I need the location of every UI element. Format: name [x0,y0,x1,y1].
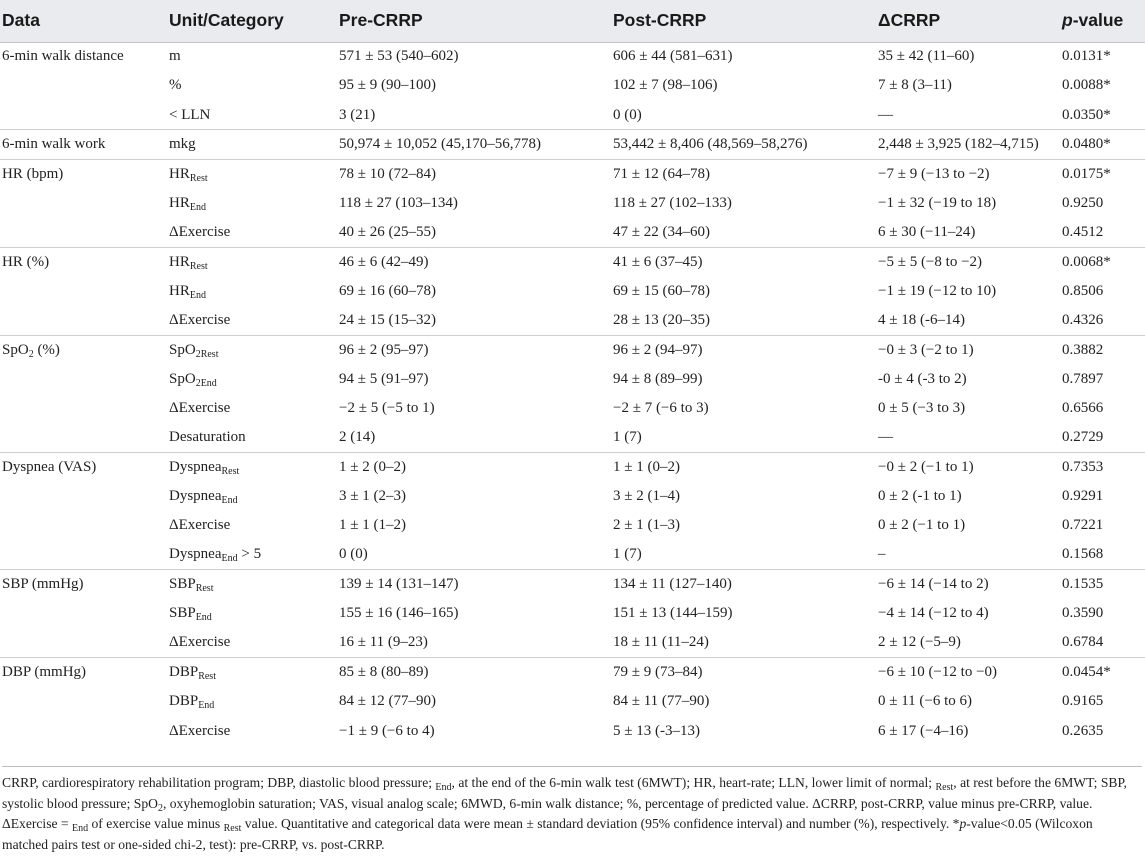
cell-post: 102 ± 7 (98–106) [613,77,718,94]
cell-pre: 16 ± 11 (9–23) [339,634,428,651]
cell-data: 6-min walk distance [0,42,167,71]
cell-post: −2 ± 7 (−6 to 3) [613,400,709,417]
table-row [0,247,1145,276]
cell-post: 5 ± 13 (-3–13) [613,722,700,739]
cell-data [0,717,167,746]
cell-data [0,71,167,100]
table-row [0,189,1145,218]
cell-unit: Desaturation [169,429,246,446]
cell-pvalue: 0.4326 [1062,311,1104,328]
cell-data: HR (bpm) [0,159,167,188]
cell-pre: 139 ± 14 (131–147) [337,570,611,599]
cell-post: 134 ± 11 (127–140) [611,570,876,599]
cell-pvalue: 0.0175* [1060,159,1145,188]
cell-pvalue: 0.7897 [1062,370,1104,387]
cell-post: 1 (7) [613,429,642,446]
cell-pre: 3 ± 1 (2–3) [339,488,406,505]
cell-unit: Dyspnea$_{End}$ > 5 [169,546,262,565]
cell-pvalue: 0.3882 [1060,335,1145,364]
cell-pre: 2 (14) [339,429,376,446]
table-row [0,423,1145,452]
cell-data [0,306,167,335]
cell-post: 1 ± 1 (0–2) [611,453,876,482]
cell-pvalue: 0.0350* [1062,106,1111,123]
table-row [0,687,1145,716]
cell-delta: 0 ± 2 (-1 to 1) [878,488,962,505]
cell-pvalue: 0.9165 [1062,693,1104,710]
cell-post: 71 ± 12 (64–78) [611,159,876,188]
cell-unit: ΔExercise [169,311,231,328]
cell-post: 94 ± 8 (89–99) [613,370,703,387]
cell-unit: $SBP_{End}$ [169,605,212,624]
cell-pre: 85 ± 8 (80–89) [337,658,611,687]
cell-delta: −0 ± 2 (−1 to 1) [876,453,1060,482]
cell-data [0,365,167,394]
cell-data [0,599,167,628]
cell-delta: 0 ± 5 (−3 to 3) [878,400,966,417]
cell-post: 96 ± 2 (94–97) [611,335,876,364]
cell-pre: −2 ± 5 (−5 to 1) [339,400,435,417]
header-data: Data [0,0,167,42]
cell-post: 3 ± 2 (1–4) [613,488,680,505]
cell-unit: ΔExercise [169,722,231,739]
cell-pvalue: 0.9291 [1062,488,1104,505]
table-row [0,277,1145,306]
table-row [0,218,1145,247]
table-body [0,42,1145,746]
table-row [0,71,1145,100]
cell-data [0,511,167,540]
cell-unit: % [169,77,182,94]
cell-pre: 46 ± 6 (42–49) [337,247,611,276]
cell-pvalue: 0.7221 [1062,517,1104,534]
cell-delta: 4 ± 18 (-6–14) [878,311,965,328]
cell-delta: 7 ± 8 (3–11) [878,77,952,94]
cell-pvalue: 0.7353 [1060,453,1145,482]
cell-unit: SpO$_{2End}$ [169,370,217,389]
cell-delta: 0 ± 2 (−1 to 1) [878,517,966,534]
cell-pvalue: 0.3590 [1062,605,1104,622]
cell-pre: 1 ± 2 (0–2) [337,453,611,482]
table-row [0,453,1145,482]
cell-delta: 6 ± 17 (−4–16) [878,722,969,739]
cell-pre: 24 ± 15 (15–32) [339,311,436,328]
cell-pvalue: 0.9250 [1062,194,1104,211]
cell-pvalue: 0.6566 [1062,400,1104,417]
cell-delta: −4 ± 14 (−12 to 4) [878,605,989,622]
table-row [0,306,1145,335]
table-row [0,101,1145,130]
cell-unit: SpO$_{2Rest}$ [167,335,337,364]
cell-pre: 571 ± 53 (540–602) [337,42,611,71]
cell-pre: 3 (21) [339,106,376,123]
cell-data [0,423,167,452]
cell-data [0,189,167,218]
table-row [0,541,1145,570]
cell-pre: 118 ± 27 (103–134) [339,194,458,211]
cell-unit: ΔExercise [169,400,231,417]
cell-delta: – [878,546,886,563]
cell-pre: 69 ± 16 (60–78) [339,282,436,299]
cell-pvalue: 0.2729 [1062,429,1104,446]
cell-pre: 94 ± 5 (91–97) [339,370,429,387]
cell-data: SpO$_2$ (%) [0,335,167,364]
cell-pre: 84 ± 12 (77–90) [339,693,436,710]
cell-post: 69 ± 15 (60–78) [613,282,710,299]
cell-post: 84 ± 11 (77–90) [613,693,710,710]
cell-unit: Dyspnea$_{End}$ [169,488,238,507]
header-post: Post-CRRP [611,0,876,42]
cell-unit: $SBP_{Rest}$ [167,570,337,599]
cell-pre: 1 ± 1 (1–2) [339,517,406,534]
cell-post: 118 ± 27 (102–133) [613,194,732,211]
table-row [0,717,1145,746]
cell-data [0,629,167,658]
cell-unit: $HR_{Rest}$ [167,247,337,276]
table-footnote: CRRP, cardiorespiratory rehabilitation program; DBP, diastolic blood pressure; $_{End}$, at the end of the 6-min walk test (6MWT); HR, heart-rate; LLN, lower limit of normal; $_{Rest}$, at rest before the 6MWT; SBP, systolic blood pressure; SpO$_2$, oxyhemoglobin saturation; VAS, visual analog scale; 6MWD, 6-min walk distance; %, percentage of predicted value. ΔCRRP, post-CRRP, value minus pre-CRRP, value. ΔExercise = $_{End}$ of exercise value minus $_{Rest}$ value. Quantitative and categorical data were mean ± standard deviation (95% confidence interval) and number (%), respectively. *p-value<0.05 (Wilcoxon matched pairs test or one-sided chi-2, test): pre-CRRP, vs. post-CRRP. [2,766,1142,855]
cell-pvalue: 0.0480* [1060,130,1145,159]
cell-data [0,277,167,306]
table-row [0,394,1145,423]
cell-data: HR (%) [0,247,167,276]
cell-data: 6-min walk work [0,130,167,159]
cell-post: 47 ± 22 (34–60) [613,223,710,240]
table-row [0,482,1145,511]
cell-pre: 96 ± 2 (95–97) [337,335,611,364]
cell-unit: m [167,42,337,71]
cell-delta: 2 ± 12 (−5–9) [878,634,961,651]
cell-pvalue: 0.0131* [1060,42,1145,71]
cell-data [0,394,167,423]
cell-unit: Dyspnea$_{Rest}$ [167,453,337,482]
cell-data: SBP (mmHg) [0,570,167,599]
cell-pre: 78 ± 10 (72–84) [337,159,611,188]
cell-post: 79 ± 9 (73–84) [611,658,876,687]
cell-data [0,101,167,130]
cell-data [0,687,167,716]
cell-delta: -0 ± 4 (-3 to 2) [878,370,967,387]
cell-post: 1 (7) [613,546,642,563]
cell-pvalue: 0.1535 [1060,570,1145,599]
cell-unit: ΔExercise [169,223,231,240]
cell-delta: — [878,429,893,446]
table-row [0,130,1145,159]
cell-unit: $DBP_{Rest}$ [167,658,337,687]
table-row [0,658,1145,687]
cell-delta: — [878,106,893,123]
cell-post: 0 (0) [613,106,642,123]
cell-unit: $DBP_{End}$ [169,693,215,712]
table-row [0,599,1145,628]
cell-delta: −7 ± 9 (−13 to −2) [876,159,1060,188]
header-delta: ΔCRRP [876,0,1060,42]
cell-pvalue: 0.1568 [1062,546,1104,563]
cell-data [0,541,167,570]
cell-delta: 0 ± 11 (−6 to 6) [878,693,973,710]
cell-delta: −5 ± 5 (−8 to −2) [876,247,1060,276]
header-unit: Unit/Category [167,0,337,42]
cell-pvalue: 0.0068* [1060,247,1145,276]
table-row [0,335,1145,364]
cell-data [0,218,167,247]
cell-unit: mkg [167,130,337,159]
cell-delta: 35 ± 42 (11–60) [876,42,1060,71]
table-row [0,629,1145,658]
cell-delta: −6 ± 10 (−12 to −0) [876,658,1060,687]
cell-post: 151 ± 13 (144–159) [613,605,733,622]
cell-pre: 50,974 ± 10,052 (45,170–56,778) [337,130,611,159]
cell-post: 41 ± 6 (37–45) [611,247,876,276]
cell-delta: −0 ± 3 (−2 to 1) [876,335,1060,364]
cell-data: Dyspnea (VAS) [0,453,167,482]
cell-unit: ΔExercise [169,634,231,651]
cell-pvalue: 0.8506 [1062,282,1104,299]
cell-unit: < LLN [169,106,211,123]
cell-delta: −1 ± 19 (−12 to 10) [878,282,997,299]
cell-unit: $HR_{Rest}$ [167,159,337,188]
cell-delta: 6 ± 30 (−11–24) [878,223,976,240]
header-pre: Pre-CRRP [337,0,611,42]
cell-post: 2 ± 1 (1–3) [613,517,680,534]
cell-post: 28 ± 13 (20–35) [613,311,710,328]
table-row [0,365,1145,394]
cell-pvalue: 0.0454* [1060,658,1145,687]
cell-delta: −6 ± 14 (−14 to 2) [876,570,1060,599]
cell-pre: 155 ± 16 (146–165) [339,605,459,622]
cell-delta: 2,448 ± 3,925 (182–4,715) [876,130,1060,159]
cell-pvalue: 0.6784 [1062,634,1104,651]
table-row [0,42,1145,71]
cell-pre: 40 ± 26 (25–55) [339,223,436,240]
table-row [0,511,1145,540]
cell-pre: 0 (0) [339,546,368,563]
cell-unit: $HR_{End}$ [169,282,206,301]
table-row [0,570,1145,599]
cell-post: 606 ± 44 (581–631) [611,42,876,71]
cell-data: DBP (mmHg) [0,658,167,687]
cell-pvalue: 0.4512 [1062,223,1104,240]
cell-data [0,482,167,511]
cell-pre: −1 ± 9 (−6 to 4) [339,722,435,739]
header-row [0,0,1145,42]
cell-post: 18 ± 11 (11–24) [613,634,709,651]
cell-post: 53,442 ± 8,406 (48,569–58,276) [611,130,876,159]
header-pvalue: p-value [1060,0,1145,42]
cell-delta: −1 ± 32 (−19 to 18) [878,194,997,211]
cell-pvalue: 0.2635 [1062,722,1104,739]
cell-pre: 95 ± 9 (90–100) [339,77,436,94]
table-row [0,159,1145,188]
cell-pvalue: 0.0088* [1062,77,1111,94]
cell-unit: ΔExercise [169,517,231,534]
cell-unit: $HR_{End}$ [169,194,206,213]
